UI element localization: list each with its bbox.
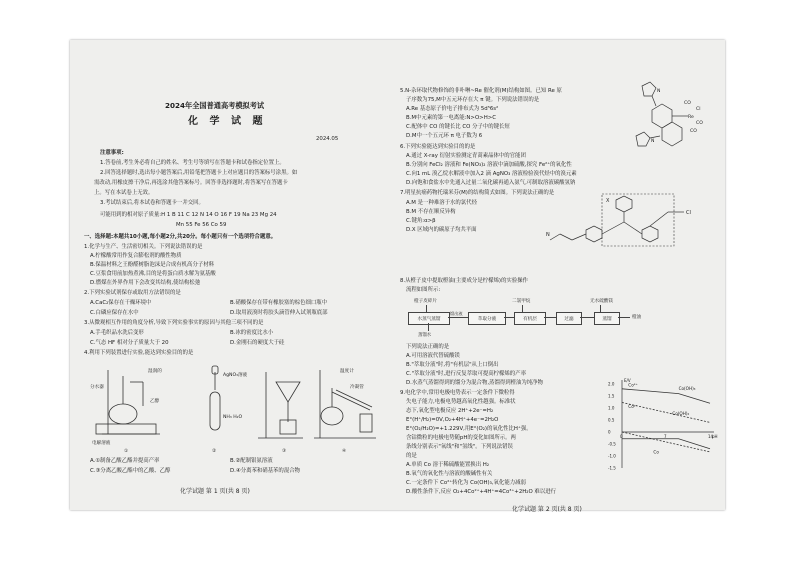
q7-option: D.X 区域内的碳原子均共平面	[406, 227, 477, 233]
note-line: 需改动,用橡皮擦干净后,再选涂其他答案标号。回答非选择题时,将答案写在答题卡	[94, 180, 288, 186]
flow-box: 过滤	[556, 312, 582, 325]
q5-stem: 子序数为75,M中五元环存在大 π 键。下列说法错误的是	[406, 97, 540, 103]
flow-top-label: 无水硫酸镁	[590, 299, 613, 304]
flow-box: 水蒸气蒸馏	[408, 312, 450, 325]
q8-stem: 流程如图所示:	[406, 287, 441, 293]
co-label: CO	[684, 101, 691, 106]
region-label: Co	[653, 449, 659, 455]
cl-label: Cl	[696, 107, 701, 112]
x-axis-label: pH	[712, 434, 718, 439]
y-tick-label: -1.5	[608, 465, 616, 471]
q4-option: C.③分离乙酸乙酯中的乙酸、乙醇	[90, 468, 171, 474]
q9-stem: 态下,氧化型电极反应 2H⁺+2e⁻=H₂	[406, 408, 494, 414]
re-complex-structure	[632, 80, 710, 152]
label-agno3: AgNO₃溶液	[223, 373, 248, 378]
q6-option: C.向1 mL 溴乙烷水解液中加入2 滴 AgNO₃ 溶液检验溴代烃中的溴元素	[406, 171, 577, 177]
q7-option: B.M 不存在顺反异构	[406, 209, 456, 215]
label-nh3-h2o: NH₃ H₂O	[223, 415, 243, 420]
q9-stem: 9.电化学中,常用电极电势表示一定条件下微粒得	[400, 390, 515, 396]
label-thermometer: 温度计	[340, 369, 354, 374]
q2-option: A.CaC₂保存在干燥环境中	[90, 300, 152, 306]
n-label: N	[651, 139, 655, 144]
region-label: Co³⁺	[628, 382, 638, 388]
q9-option: B.氧气的氧化性与溶液的酸碱性有关	[406, 471, 493, 477]
q7-stem: 7.明星抗癌药物托瑞米芬(M)的结构简式如图。下列说法正确的是	[400, 190, 555, 196]
q7-option: C.键角:α>β	[406, 218, 436, 224]
q6-stem: 6.下列实验能达到实验目的的是	[400, 144, 476, 150]
flow-box: 萃取分液	[468, 312, 506, 325]
q6-option: D.向饱和食盐水中先通入过量二氧化碳再通入氨气,可制取溶液碳酸氢钠	[406, 180, 576, 186]
section-heading: 一、选择题:本题共10小题,每小题2分,共20分。每小题只有一个选项符合题意。	[84, 234, 277, 240]
flow-arrow	[600, 305, 601, 312]
flow-side-label: 馏出液	[450, 311, 463, 316]
x-tick-label: 0	[620, 434, 623, 439]
q2-option: B.硝酸保存在带有橡胶塞的棕色细口瓶中	[230, 300, 328, 306]
q9-option: D.酸性条件下,反应 O₂+4Co²⁺+4H⁺=4Co³⁺+2H₂O 难以进行	[406, 489, 556, 495]
toremifene-structure	[546, 190, 716, 272]
y-tick-label: 1.0	[608, 405, 615, 411]
page-footer: 化学试题 第 2 页(共 8 页)	[512, 506, 582, 513]
flow-arrow	[544, 317, 556, 318]
label-water-separator: 分水器	[90, 385, 104, 390]
flow-arrow	[522, 305, 523, 312]
flow-top-label: 二氯甲烷	[512, 299, 531, 304]
q2-option: D.取用液溴时将胶头滴管伸入试剂瓶底部	[230, 310, 328, 316]
atomic-mass-line: 可能用到的相对原子质量:H 1 B 11 C 12 N 14 O 16 F 19 Na 23 Mg 24	[100, 212, 277, 218]
page-footer: 化学试题 第 1 页(共 8 页)	[180, 488, 250, 495]
flow-box: 蒸馏	[594, 312, 620, 325]
co-label: CO	[696, 121, 703, 126]
flow-arrow	[618, 317, 630, 318]
q1-option: A.柠檬酸常用作复合膨松剂的酸性物质	[90, 253, 182, 259]
flow-side-label: 蒸馏水	[418, 333, 432, 338]
note-line: 1.答卷前,考生务必将自己的姓名、考生号等填写在答题卡和试卷指定位置上。	[100, 160, 285, 166]
e-ph-chart	[606, 376, 718, 484]
q2-option: C.白磷应保存在水中	[90, 310, 139, 316]
q3-option: C.气态 HF 相对分子质量大于 20	[90, 340, 169, 346]
page-2	[400, 40, 722, 513]
flow-end-label: 橙油	[632, 315, 642, 320]
q9-stem: 条线分别表示"氧线"和"氢线"。下列说法错误	[406, 444, 513, 450]
q6-option: B.分别向 FeCl₂ 溶液和 Fe(NO₃)₂ 溶液中滴加硫酸,探究 Fe²⁺的氧化性	[406, 162, 572, 168]
caption-1: ①	[124, 449, 129, 454]
exam-title: 2024年全国普通高考模拟考试	[165, 101, 265, 110]
q3-stem: 3.从微观相互作用的角度分析,导致下列实验事实的原因与其他三项不同的是	[84, 320, 264, 326]
y-axis-label: E/V	[624, 378, 631, 383]
q8-option: A.可用溶液代替硫酸镁	[406, 353, 460, 359]
q4-apparatus-figure	[88, 362, 378, 454]
flow-arrow	[426, 305, 427, 312]
q8-option: B."萃取分液"时,将"有机层"从上口倒出	[406, 362, 499, 368]
n-label: N	[546, 232, 550, 238]
subject-title: 化 学 试 题	[188, 116, 267, 127]
flow-arrow	[448, 317, 468, 318]
caption-3: ③	[282, 449, 287, 454]
q9-stem: 失电子能力,电极电势越高氧化性越强。标准状	[406, 399, 516, 405]
q8-stem: 8.从橙子皮中提取橙油(主要成分是柠檬烯)的实验操作	[400, 278, 528, 284]
label-condenser: 冷凝管	[350, 385, 364, 390]
notes-heading: 注意事项:	[100, 150, 124, 156]
y-tick-label: 0	[608, 429, 611, 435]
q4-stem: 4.利用下列装置进行实验,能达到实验目的的是	[84, 350, 194, 356]
exam-sheet	[70, 40, 725, 513]
q1-option: D.燃煤在外界作用下会改变其结构,使结构松弛	[90, 280, 201, 286]
q5-option: C.配体中 CO 的键长比 CO 分子中的键长短	[406, 124, 510, 130]
caption-4: ④	[342, 449, 347, 454]
q4-option: D.④分离苯和硝基苯的混合物	[230, 468, 300, 474]
y-tick-label: 1.5	[608, 393, 615, 399]
label-ethanol: 乙醇	[150, 399, 160, 404]
q8-option: 下列说法正确的是	[406, 344, 450, 350]
q5-option: D.M中一个五元环 π 电子数为 6	[406, 133, 483, 139]
flow-arrow	[580, 317, 594, 318]
q9-option: C.一定条件下 Co²⁺转化为 Co(OH)₃,氧化能力减弱	[406, 480, 526, 486]
q2-stem: 2.下列实验试剂保存或取用方法错误的是	[84, 290, 181, 296]
q9-option: A.单质 Co 溶于稀硫酸能置换出 H₂	[406, 462, 490, 468]
cl-label: Cl	[686, 210, 691, 216]
y-tick-label: -0.5	[608, 441, 616, 447]
q1-option: B.保温材料之王酚醛树脂泡沫是合成有机高分子材料	[90, 262, 215, 268]
q9-stem: E°(H⁺/H₂)=0V,O₂+4H⁺+4e⁻=2H₂O	[406, 417, 499, 423]
q9-stem: 含钴微粒的电极电势随pH的变化如图所示。两	[406, 435, 516, 441]
q5-option: B.M中元素的第一电离能:N>O>H>C	[406, 115, 497, 121]
q4-option: B.②配制银氨溶液	[230, 458, 273, 464]
flow-arrow	[504, 317, 514, 318]
flow-box: 有机层	[514, 312, 546, 325]
caption-2: ②	[212, 449, 217, 454]
flow-top-label: 橙子皮碎片	[414, 299, 437, 304]
series-line	[622, 439, 710, 449]
y-tick-label: 0.5	[608, 417, 615, 423]
label-moist: 湿润的	[148, 369, 162, 374]
atomic-mass-line: Mn 55 Fe 56 Co 59	[176, 222, 227, 228]
region-label: Co²⁺	[628, 404, 638, 409]
note-line: 2.回答选择题时,选出每小题答案后,用铅笔把答题卡上对应题目的答案标号涂黑。如	[100, 170, 298, 176]
q3-option: B.冰的密度比水小	[230, 330, 274, 336]
label-electrolyte: 电解溶液	[92, 441, 111, 446]
q1-option: C.豆浆食用前加热煮沸,目的是将蛋白质水解为氨基酸	[90, 271, 216, 277]
q3-option: D.金刚石的硬度大于硅	[230, 340, 285, 346]
q9-stem: E°(O₂/H₂O)=+1.229V,用E°(O₂)的氧化性比H⁺强。	[406, 426, 532, 432]
q3-option: A.手毛织品水洗后变形	[90, 330, 144, 336]
q8-option: D.水蒸气蒸馏得到的馏分为混合物,蒸馏得到橙油为纯净物	[406, 380, 543, 386]
q5-option: A.Re 基态原子价电子排布式为 5d⁵6s²	[406, 106, 499, 112]
note-line: 3.考试结束后,将本试卷和答题卡一并交回。	[100, 200, 204, 206]
q4-option: A.①制备乙酸乙酯并提高产率	[90, 458, 160, 464]
q5-stem: 5.N-杂环取代物修饰的非卟啉~Re 催化剂(M)结构如图。已知 Re 原	[400, 88, 562, 94]
q8-option: C."萃取分液"时,进行反复萃取可提高柠檬烯的产率	[406, 371, 526, 377]
re-label: Re	[688, 115, 694, 120]
region-label: Co(OH)₃	[678, 386, 696, 391]
co-label: CO	[690, 129, 697, 134]
q7-option: A.M 是一种难溶于水的氯代烃	[406, 200, 477, 206]
q9-stem: 的是	[406, 453, 417, 459]
y-tick-label: -1.0	[608, 453, 616, 459]
note-line: 上。写在本试卷上无效。	[94, 190, 154, 196]
x-tick-label: 14	[708, 434, 714, 439]
region-label: Co(OH)₂	[672, 411, 690, 417]
x-region-label: X	[606, 198, 610, 204]
q1-stem: 1.化学与生产、生活密切相关。下列说法错误的是	[84, 244, 203, 250]
y-tick-label: 2.0	[608, 381, 615, 387]
series-line	[622, 389, 710, 403]
exam-date: 2024.05	[316, 136, 339, 142]
x-tick-label: 7	[664, 434, 667, 439]
page-1	[70, 40, 388, 510]
q6-option: A.通过 X-ray 衍射实验测定青蒿素晶体中的官能团	[406, 153, 526, 159]
flow-arrow	[428, 323, 429, 331]
n-label: N	[657, 89, 661, 94]
